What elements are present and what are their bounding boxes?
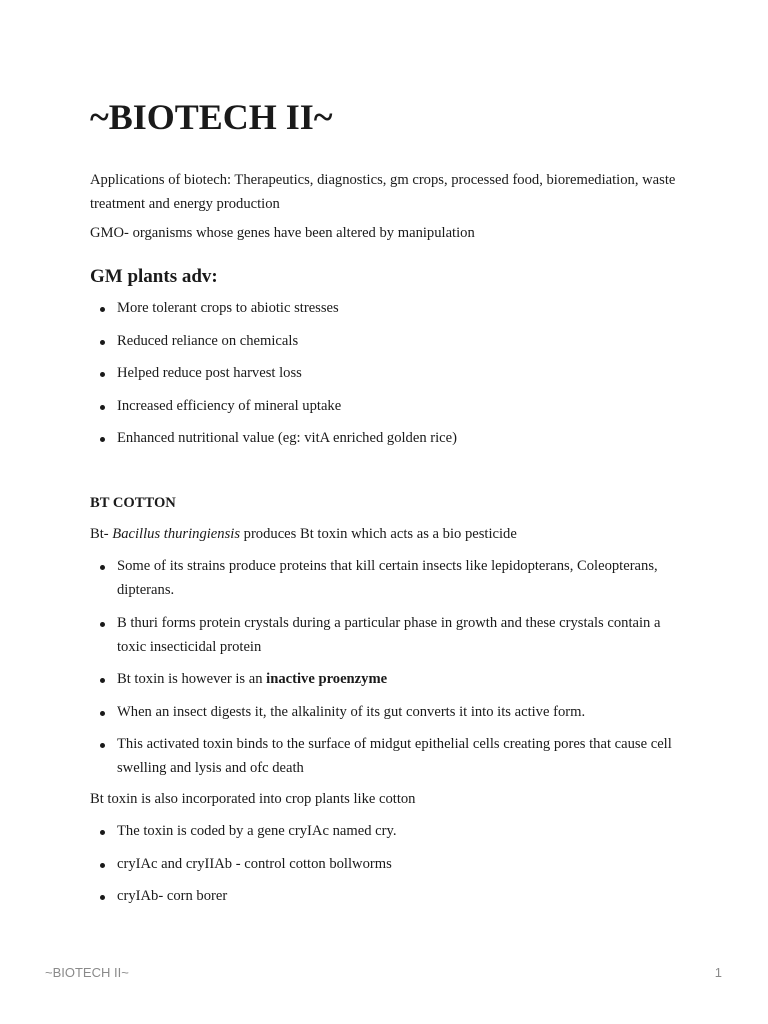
list-item: Increased efficiency of mineral uptake: [90, 395, 690, 419]
list-item: Enhanced nutritional value (eg: vitA enriched golden rice): [90, 427, 690, 451]
list-item: B thuri forms protein crystals during a particular phase in growth and these crystals contain a toxic insecticidal protein: [90, 612, 690, 659]
bt-cotton-list: [90, 555, 690, 780]
list-item: [90, 668, 690, 692]
applications-paragraph: Applications of biotech: Therapeutics, diagnostics, gm crops, processed food, bioremediation, waste treatment and energy production: [90, 172, 676, 212]
list-item: Helped reduce post harvest loss: [90, 362, 690, 386]
list-item: When an insect digests it, the alkalinity of its gut converts it into its active form.: [90, 701, 690, 725]
proenzyme-prefix: Bt toxin is however is an: [117, 671, 267, 687]
bt-cotton-heading: BT COTTON: [90, 495, 176, 511]
gm-plants-heading: GM plants adv:: [90, 266, 218, 287]
crop-incorporation-text: Bt toxin is also incorporated into crop plants like cotton: [90, 791, 416, 807]
list-item: The toxin is coded by a gene cryIAc named cry.: [90, 820, 690, 844]
bt-prefix: Bt-: [90, 526, 113, 542]
list-item: More tolerant crops to abiotic stresses: [90, 297, 690, 321]
list-item: cryIAb- corn borer: [90, 885, 690, 909]
list-item: This activated toxin binds to the surface of midgut epithelial cells creating pores that cause cell swelling and lysis and ofc death: [90, 733, 690, 780]
gm-plants-list: [90, 297, 690, 451]
bt-suffix: produces Bt toxin which acts as a bio pesticide: [240, 526, 517, 542]
page-number: 1: [714, 965, 722, 980]
list-item: Some of its strains produce proteins that kill certain insects like lepidopterans, Coleopterans, dipterans.: [90, 555, 690, 602]
list-item: cryIAc and cryIIAb - control cotton bollworms: [90, 853, 690, 877]
gmo-definition: GMO- organisms whose genes have been altered by manipulation: [90, 225, 475, 241]
footer-title: ~BIOTECH II~: [45, 965, 129, 980]
bt-definition: [90, 523, 517, 547]
proenzyme-bold: inactive proenzyme: [266, 671, 388, 687]
page-title: ~BIOTECH II~: [90, 97, 333, 137]
cry-gene-list: [90, 820, 690, 909]
bt-species-name: Bacillus thuringiensis: [112, 526, 240, 542]
list-item: Reduced reliance on chemicals: [90, 330, 690, 354]
